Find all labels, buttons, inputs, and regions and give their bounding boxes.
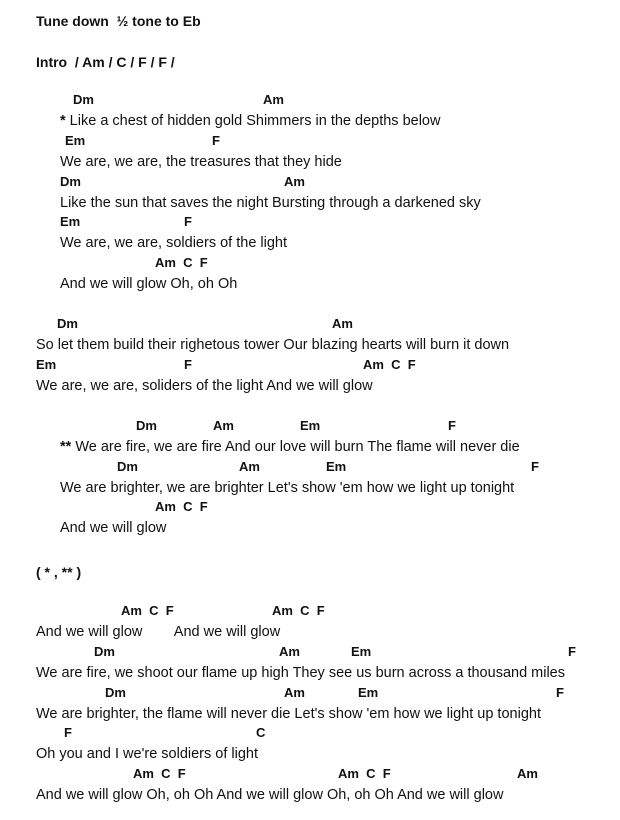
chord: Em [36, 357, 57, 372]
chord: F [64, 725, 72, 740]
chord: Am C F [155, 499, 208, 514]
chord: Dm [117, 459, 138, 474]
chord: Am C F [338, 766, 391, 781]
chord: Am [213, 418, 234, 433]
chord: F [184, 357, 192, 372]
chord: C [256, 725, 266, 740]
lyric-line: Oh you and I we're soldiers of light [36, 746, 258, 762]
chord: Am C F [121, 603, 174, 618]
section-marker: ** [60, 439, 72, 455]
chord: F [212, 133, 220, 148]
lyric-text: We are fire, we are fire And our love will burn The flame will never die [71, 439, 520, 455]
section-marker: * [60, 113, 66, 129]
chord: Dm [60, 174, 81, 189]
chord: Am [263, 92, 284, 107]
repeat-note: ( * , ** ) [36, 564, 82, 580]
lyric-line: And we will glow Oh, oh Oh [60, 276, 238, 292]
chord: F [184, 214, 192, 229]
chord: Em [358, 685, 379, 700]
chord: Am C F [272, 603, 325, 618]
lyric-line: Like the sun that saves the night Bursting through a darkened sky [60, 195, 481, 211]
lyric-line: We are, we are, soldiers of the light [60, 235, 288, 251]
chord: Dm [105, 685, 126, 700]
lyric-line: And we will glow Oh, oh Oh And we will glow Oh, oh Oh And we will glow [36, 787, 504, 803]
lyric-line: We are brighter, the flame will never die Let's show 'em how we light up tonight [36, 706, 541, 722]
chord: Am [284, 174, 305, 189]
chord: Am [332, 316, 353, 331]
lyric-line: We are fire, we shoot our flame up high They see us burn across a thousand miles [36, 665, 565, 681]
chord: F [531, 459, 539, 474]
lyric-line [60, 438, 520, 456]
chord: Dm [136, 418, 157, 433]
lyric-line: We are, we are, the treasures that they hide [60, 154, 342, 170]
chord: Am [239, 459, 260, 474]
chord: Em [60, 214, 81, 229]
chord: Dm [94, 644, 115, 659]
lyric-line: So let them build their righetous tower Our blazing hearts will burn it down [36, 337, 510, 353]
lyric-line: We are, we are, soliders of the light And we will glow [36, 378, 373, 394]
chord: F [568, 644, 576, 659]
chord: F [448, 418, 456, 433]
chord: Em [300, 418, 321, 433]
lyric-line: And we will glow [60, 520, 167, 536]
chord: Am [279, 644, 300, 659]
chord: Am C F [155, 255, 208, 270]
chord: Am [517, 766, 538, 781]
chord: Am C F [133, 766, 186, 781]
lyric-text: Like a chest of hidden gold Shimmers in the depths below [65, 113, 441, 129]
chord: Am C F [363, 357, 416, 372]
chord: Am [284, 685, 305, 700]
tuning-note: Tune down ½ tone to Eb [36, 13, 201, 29]
chord: Dm [57, 316, 78, 331]
chord: F [556, 685, 564, 700]
chord: Em [351, 644, 372, 659]
lyric-line: And we will glow And we will glow [36, 624, 281, 640]
chord: Em [65, 133, 86, 148]
chord: Dm [73, 92, 94, 107]
chord: Em [326, 459, 347, 474]
intro-progression: Intro / Am / C / F / F / [36, 54, 175, 70]
lyric-line [60, 112, 440, 130]
lyric-line: We are brighter, we are brighter Let's show 'em how we light up tonight [60, 480, 515, 496]
